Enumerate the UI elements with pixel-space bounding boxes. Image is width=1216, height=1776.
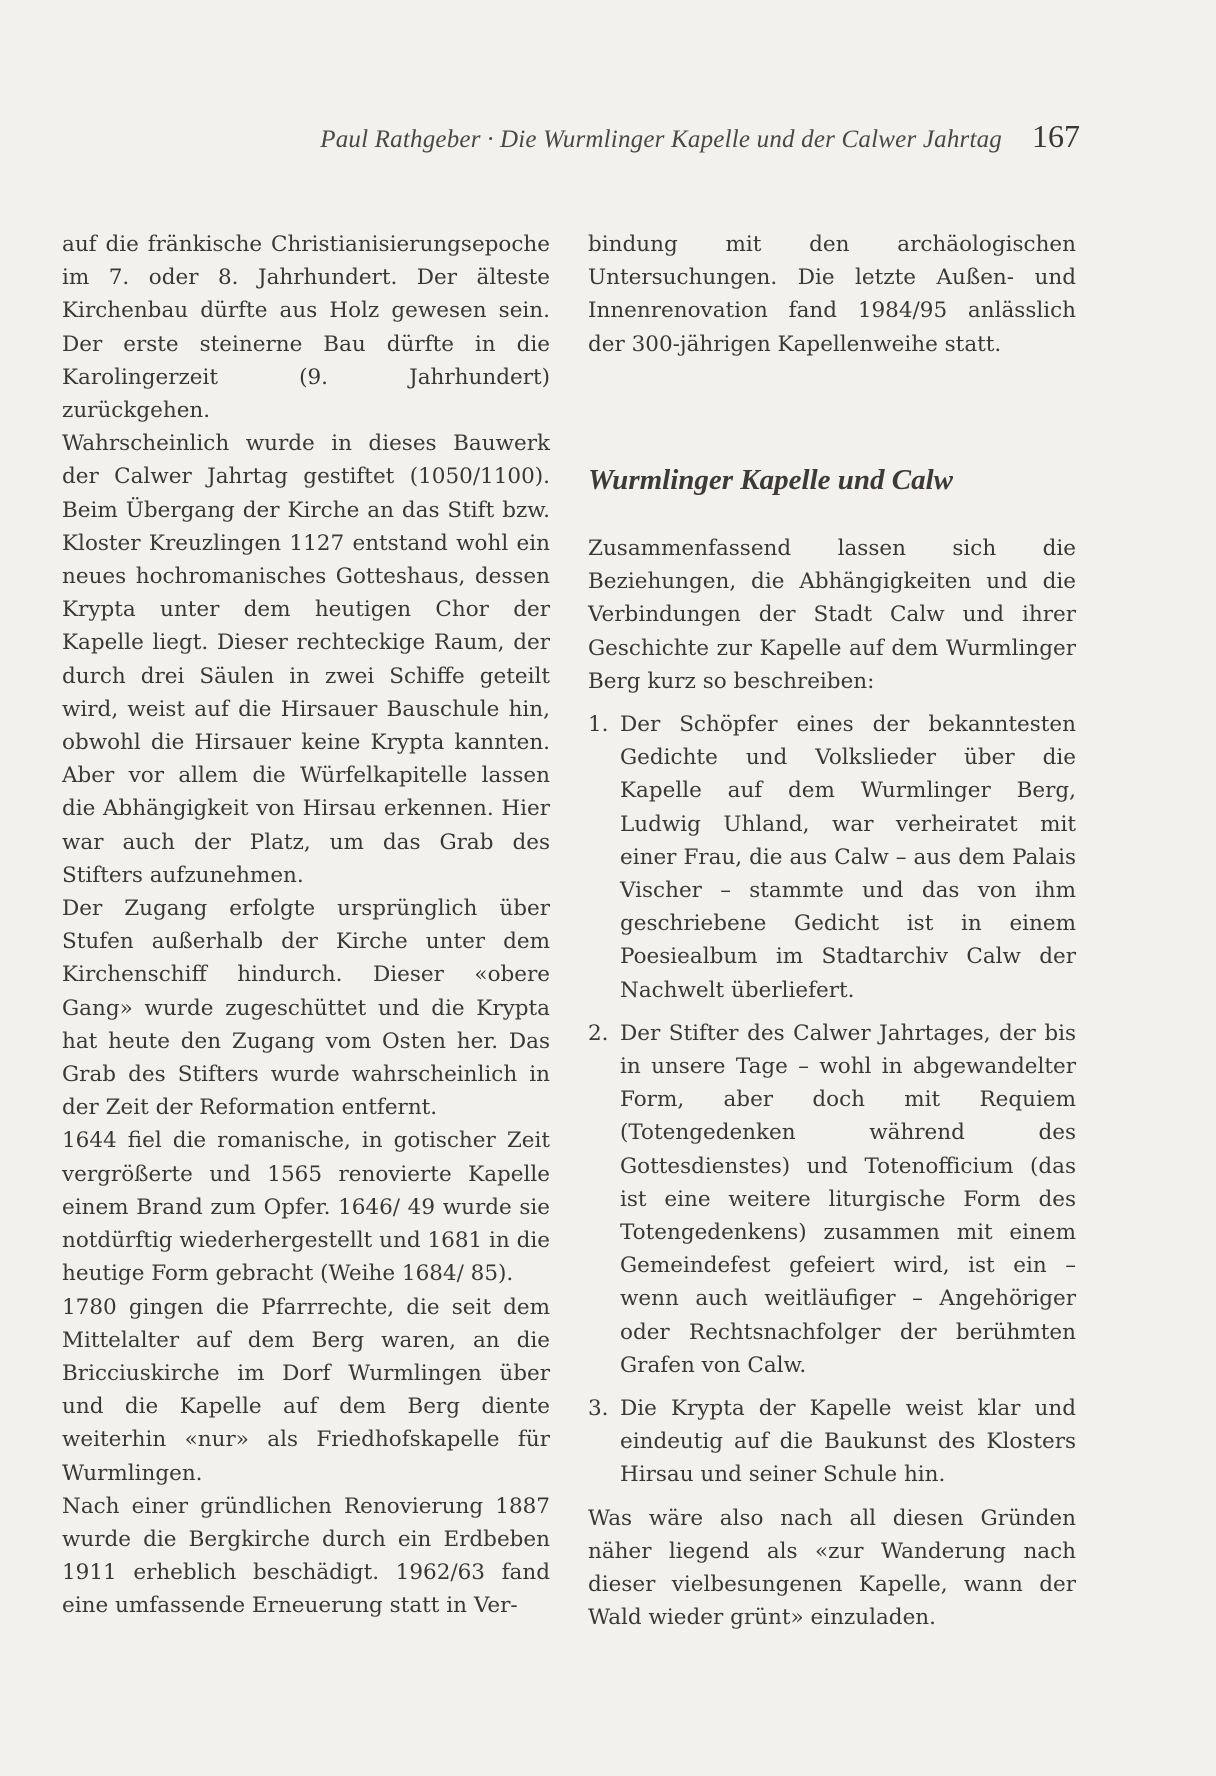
closing-paragraph: Was wäre also nach all diesen Gründen näher liegend als «zur Wanderung nach dieser vielbesungenen Kapelle, wann der Wald wieder grünt» einzuladen. bbox=[588, 1505, 1076, 1631]
paragraph: Der Zugang erfolgte ursprünglich über Stufen außerhalb der Kirche unter dem Kirchenschiff hindurch. Dieser «obere Gang» wurde zugeschüttet und die Krypta hat heute den Zugang vom Osten her. Das Grab des Stifters wurde wahrscheinlich in der Zeit der Reformation entfernt. bbox=[62, 896, 550, 1121]
paragraph: Wahrscheinlich wurde in dieses Bauwerk der Calwer Jahrtag gestiftet (1050/1100). Beim Übergang der Kirche an das Stift bzw. Kloster Kreuzlingen 1127 entstand wohl ein neues hochromanisches Gotteshaus, dessen Krypta unter dem heutigen Chor der Kapelle liegt. Dieser rechteckige Raum, der durch drei Säulen in zwei Schiffe geteilt wird, weist auf die Hirsauer Bauschule hin, obwohl die Hirsauer keine Krypta kannten. Aber vor allem die Würfelkapitelle lassen die Abhängigkeit von Hirsau erkennen. Hier war auch der Platz, um das Grab des Stifters aufzunehmen. bbox=[62, 431, 550, 888]
section-body bbox=[588, 532, 1076, 1635]
page-number: 167 bbox=[1032, 118, 1080, 154]
paragraph: bindung mit den archäologischen Untersuchungen. Die letzte Außen- und Innenrenovation fand 1984/95 anlässlich der 300-jährigen Kapellenweihe statt. bbox=[588, 232, 1076, 357]
section-heading: Wurmlinger Kapelle und Calw bbox=[588, 464, 954, 496]
paragraph: 1644 fiel die romanische, in gotischer Zeit vergrößerte und 1565 renovierte Kapelle einem Brand zum Opfer. 1646/ 49 wurde sie notdürftig wiederhergestellt und 1681 in die heutige Form gebracht (Weihe 1684/ 85). bbox=[62, 1128, 550, 1287]
intro-paragraph: Zusammenfassend lassen sich die Beziehungen, die Abhängigkeiten und die Verbindungen der Stadt Calw und ihrer Geschichte zur Kapelle auf dem Wurmlinger Berg kurz so beschreiben: bbox=[588, 536, 1076, 694]
page-header bbox=[244, 118, 1080, 155]
left-column bbox=[62, 228, 550, 1623]
list-number: 3. bbox=[588, 1396, 609, 1422]
running-head: Paul Rathgeber · Die Wurmlinger Kapelle und der Calwer Jahrtag bbox=[320, 126, 1002, 153]
numbered-list bbox=[588, 708, 1076, 1492]
list-text: Die Krypta der Kapelle weist klar und eindeutig auf die Baukunst des Klosters Hirsau und seiner Schule hin. bbox=[620, 1396, 1076, 1488]
list-text: Der Stifter des Calwer Jahrtages, der bis in unsere Tage – wohl in abgewandelter Form, aber doch mit Requiem (Totengedenken während des Gottesdienstes) und Totenofficium (das ist eine weitere liturgische Form des Totengedenkens) zusammen mit einem Gemeindefest gefeiert wird, ist ein – wenn auch weitläufiger – Angehöriger oder Rechtsnachfolger der berühmten Grafen von Calw. bbox=[620, 1020, 1076, 1378]
list-item bbox=[588, 1017, 1076, 1382]
paragraph: 1780 gingen die Pfarrrechte, die seit dem Mittelalter auf dem Berg waren, an die Bricciuskirche im Dorf Wurmlingen über und die Kapelle auf dem Berg diente weiterhin «nur» als Friedhofskapelle für Wurmlingen. bbox=[62, 1294, 550, 1486]
list-text: Der Schöpfer eines der bekanntesten Gedichte und Volkslieder über die Kapelle auf dem Wurmlinger Berg, Ludwig Uhland, war verheiratet mit einer Frau, die aus Calw – aus dem Palais Vischer – stammte und das von ihm geschriebene Gedicht ist in einem Poesiealbum im Stadtarchiv Calw der Nachwelt überliefert. bbox=[620, 712, 1076, 1003]
list-item bbox=[588, 1392, 1076, 1492]
paragraph: auf die fränkische Christianisierungsepoche im 7. oder 8. Jahrhundert. Der älteste Kirchenbau dürfte aus Holz gewesen sein. Der erste steinerne Bau dürfte in die Karolingerzeit (9. Jahrhundert) zurückgehen. bbox=[62, 232, 550, 424]
paragraph: Nach einer gründlichen Renovierung 1887 wurde die Bergkirche durch ein Erdbeben 1911 erheblich beschädigt. 1962/63 fand eine umfassende Erneuerung statt in Ver- bbox=[62, 1493, 550, 1619]
list-number: 2. bbox=[588, 1020, 609, 1046]
list-number: 1. bbox=[588, 712, 609, 738]
right-column bbox=[588, 228, 1076, 1631]
list-item bbox=[588, 708, 1076, 1007]
